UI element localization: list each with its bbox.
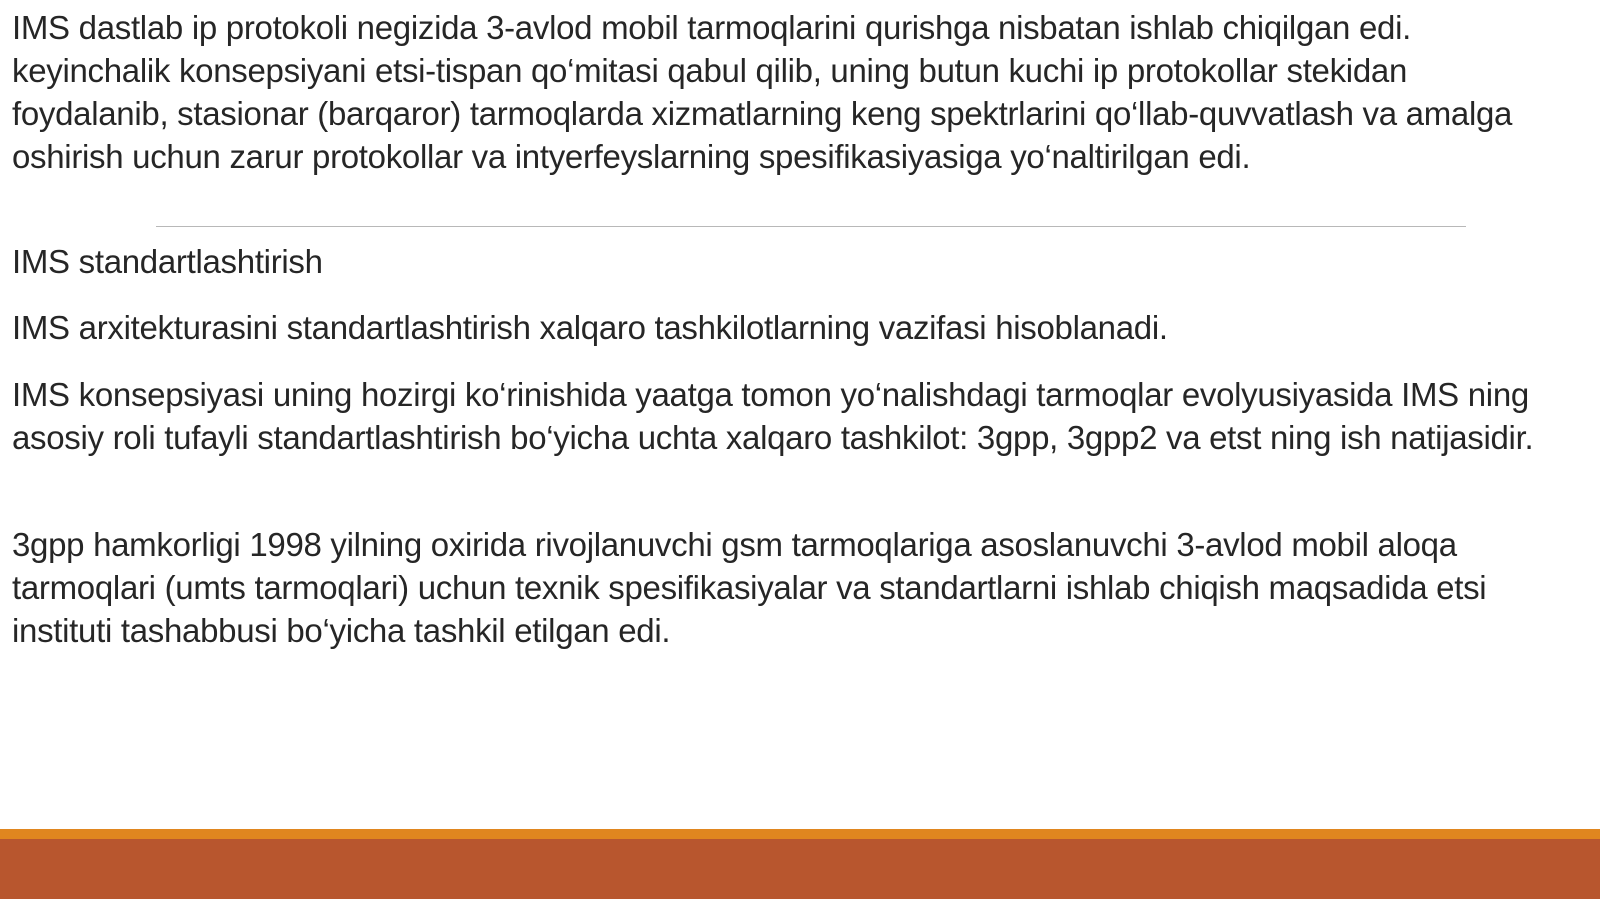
footer-main-stripe bbox=[0, 839, 1600, 899]
footer-accent-stripe bbox=[0, 829, 1600, 839]
footer-band bbox=[0, 829, 1600, 899]
paragraph-3gpp-partnership: 3gpp hamkorligi 1998 yilning oxirida rivojlanuvchi gsm tarmoqlariga asoslanuvchi 3-avlod mobil aloqa tarmoqlari (umts tarmoqlari) uchun texnik spesifikasiyalar va standartlarni ishlab chiqish maqsadida etsi instituti tashabbusi bo‘yicha tashkil etilgan edi. bbox=[12, 526, 1487, 649]
paragraph-ims-standardization-heading: IMS standartlashtirish bbox=[12, 243, 323, 280]
divider-line bbox=[156, 226, 1466, 227]
paragraph-ims-concept: IMS konsepsiyasi uning hozirgi ko‘rinishida yaatga tomon yo‘nalishdagi tarmoqlar evolyusiyasida IMS ning asosiy roli tufayli standartlashtirish bo‘yicha uchta xalqaro tashkilot: 3gpp, 3gpp2 va etst ning ish natijasidir. bbox=[12, 376, 1534, 456]
paragraph-ims-architecture: IMS arxitekturasini standartlashtirish xalqaro tashkilotlarning vazifasi hisoblanadi. bbox=[12, 309, 1168, 346]
paragraph-ims-origin: IMS dastlab ip protokoli negizida 3-avlod mobil tarmoqlarini qurishga nisbatan ishlab chiqilgan edi. keyinchalik konsepsiyani etsi-tispan qo‘mitasi qabul qilib, uning butun kuchi ip protokollar stekidan foydalanib, stasionar (barqaror) tarmoqlarda xizmatlarning keng spektrlarini qo‘llab-quvvatlash va amalga oshirish uchun zarur protokollar va intyerfeyslarning spesifikasiyasiga yo‘naltirilgan edi. bbox=[12, 9, 1513, 175]
